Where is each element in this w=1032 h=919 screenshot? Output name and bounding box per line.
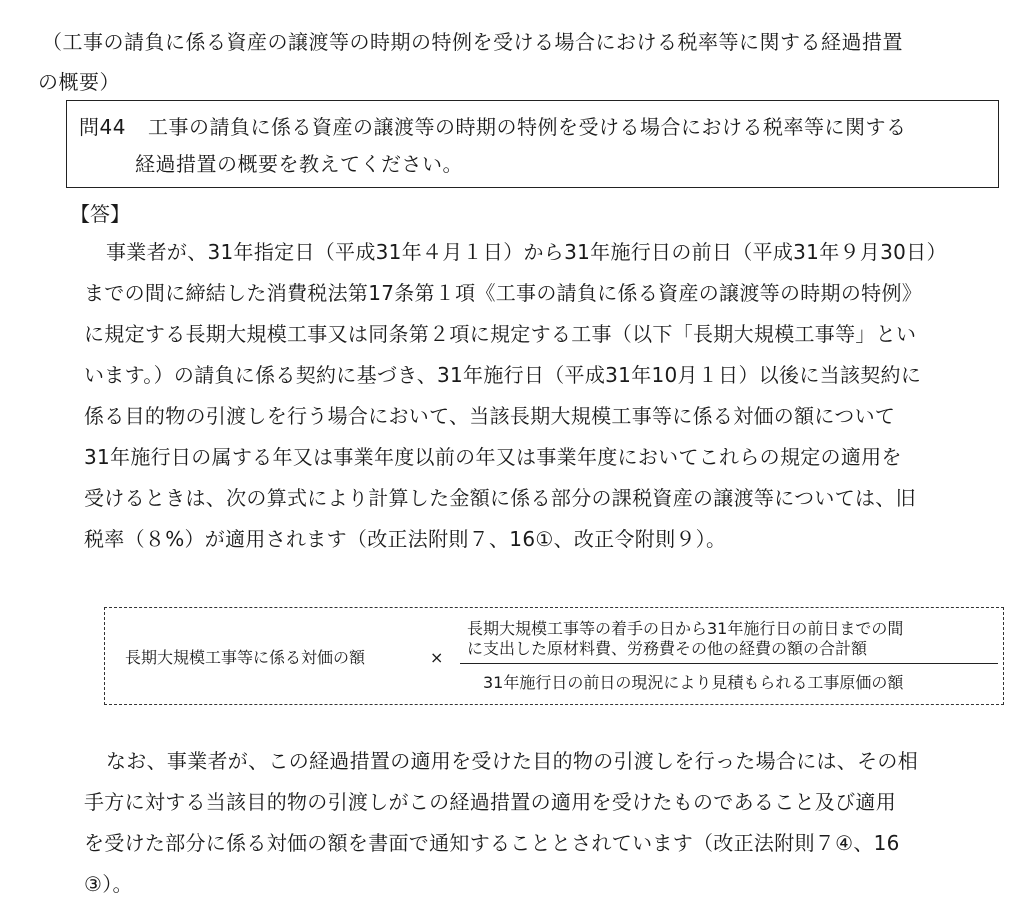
- paragraph-line: に規定する長期大規模工事又は同条第２項に規定する工事（以下「長期大規模工事等」とい: [84, 322, 917, 346]
- numerator-line-1: 長期大規模工事等の着手の日から31年施行日の前日までの間: [467, 619, 904, 638]
- formula-denominator: 31年施行日の前日の現況により見積もられる工事原価の額: [483, 673, 904, 692]
- answer-label: 【答】: [70, 202, 130, 226]
- paragraph-line: 事業者が、31年指定日（平成31年４月１日）から31年施行日の前日（平成31年９月30日）: [106, 240, 947, 264]
- formula-numerator: [467, 619, 997, 659]
- answer-paragraph-1: [84, 232, 1004, 560]
- question-line-2: 経過措置の概要を教えてください。: [135, 152, 463, 176]
- paragraph-line: います。）の請負に係る契約に基づき、31年施行日（平成31年10月１日）以後に当該契約に: [84, 363, 922, 387]
- formula-multiply-sign: ×: [430, 648, 444, 667]
- paragraph-line: 税率（８%）が適用されます（改正法附則７、16①、改正令附則９）。: [84, 527, 727, 551]
- question-box: [66, 100, 999, 188]
- paragraph-line: ③）。: [84, 872, 133, 896]
- answer-paragraph-2: [84, 741, 1004, 905]
- heading-line-2: の概要）: [38, 70, 120, 94]
- heading-line-1: （工事の請負に係る資産の譲渡等の時期の特例を受ける場合における税率等に関する経過措置: [42, 30, 903, 54]
- paragraph-line: 手方に対する当該目的物の引渡しがこの経過措置の適用を受けたものであること及び適用: [84, 790, 896, 814]
- paragraph-line: 係る目的物の引渡しを行う場合において、当該長期大規模工事等に係る対価の額について: [84, 404, 896, 428]
- paragraph-line: 受けるときは、次の算式により計算した金額に係る部分の課税資産の譲渡等については、旧: [84, 486, 916, 510]
- paragraph-line: を受けた部分に係る対価の額を書面で通知することとされています（改正法附則７④、16: [84, 831, 900, 855]
- formula-left-term: 長期大規模工事等に係る対価の額: [125, 648, 366, 667]
- formula-box: [104, 607, 1004, 705]
- question-number: 問44: [79, 115, 126, 139]
- fraction-bar: [460, 663, 998, 664]
- question-text-1: 工事の請負に係る資産の譲渡等の時期の特例を受ける場合における税率等に関する: [147, 115, 907, 139]
- numerator-line-2: に支出した原材料費、労務費その他の経費の額の合計額: [467, 639, 868, 658]
- question-line-1: [79, 109, 986, 146]
- paragraph-line: なお、事業者が、この経過措置の適用を受けた目的物の引渡しを行った場合には、その相: [106, 749, 918, 773]
- paragraph-line: までの間に締結した消費税法第17条第１項《工事の請負に係る資産の譲渡等の時期の特例》: [84, 281, 923, 305]
- paragraph-line: 31年施行日の属する年又は事業年度以前の年又は事業年度においてこれらの規定の適用を: [84, 445, 902, 469]
- section-heading: [38, 22, 1008, 102]
